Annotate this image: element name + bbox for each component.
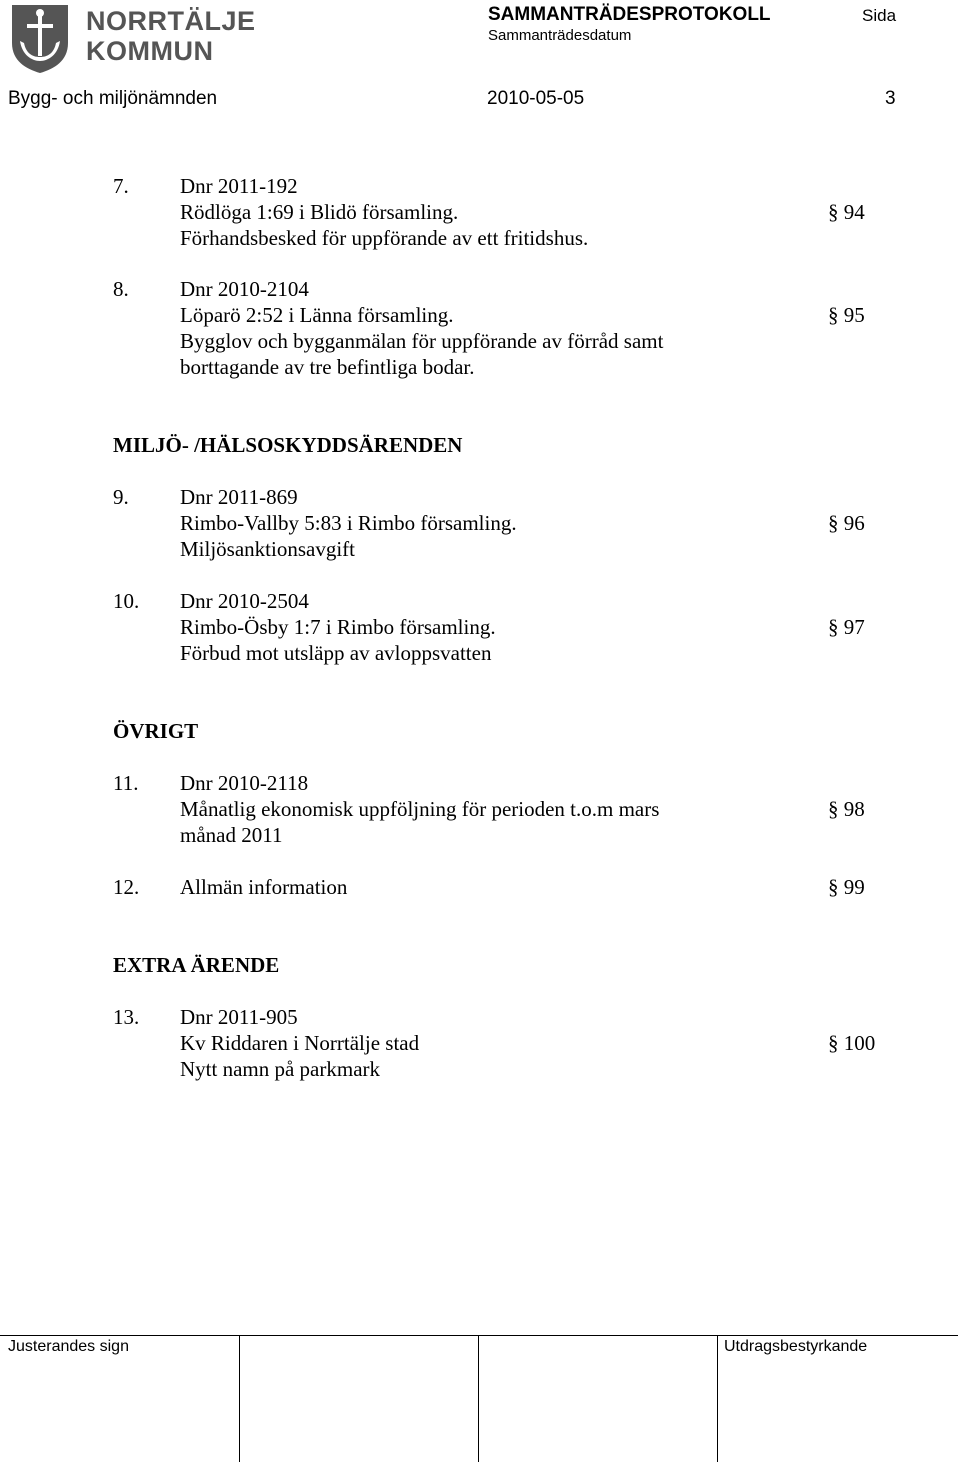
date-label: Sammanträdesdatum xyxy=(488,27,632,44)
paragraph-ref: § 96 xyxy=(828,511,865,535)
item-line: Förbud mot utsläpp av avloppsvatten xyxy=(180,641,492,665)
section-heading-extra: EXTRA ÄRENDE xyxy=(113,953,280,977)
footer-divider xyxy=(717,1335,718,1462)
sida-label: Sida xyxy=(862,6,897,25)
committee-name: Bygg- och miljönämnden xyxy=(8,88,218,109)
footer-divider xyxy=(239,1335,240,1462)
item-line: Förhandsbesked för uppförande av ett fritidshus. xyxy=(180,226,589,250)
item-line: Nytt namn på parkmark xyxy=(180,1057,381,1081)
page-number: 3 xyxy=(885,88,896,109)
item-line: Löparö 2:52 i Länna församling. xyxy=(180,303,454,327)
item-line: Rimbo-Ösby 1:7 i Rimbo församling. xyxy=(180,615,496,639)
footer-justerandes-sign: Justerandes sign xyxy=(8,1338,129,1355)
paragraph-ref: § 94 xyxy=(828,200,865,224)
municipality-coat-of-arms-icon xyxy=(10,3,70,75)
logo-text-kommun: KOMMUN xyxy=(86,36,214,66)
item-line: Månatlig ekonomisk uppföljning för perioden t.o.m mars xyxy=(180,797,660,821)
item-number: 13. xyxy=(113,1005,140,1029)
item-dnr: Dnr 2010-2504 xyxy=(180,589,309,613)
item-line: Miljösanktionsavgift xyxy=(180,537,355,561)
section-heading-miljo: MILJÖ- /HÄLSOSKYDDSÄRENDEN xyxy=(113,433,463,457)
item-line: månad 2011 xyxy=(180,823,283,847)
item-number: 7. xyxy=(113,174,129,198)
item-line: Rödlöga 1:69 i Blidö församling. xyxy=(180,200,459,224)
item-line: Rimbo-Vallby 5:83 i Rimbo församling. xyxy=(180,511,517,535)
item-dnr: Dnr 2010-2104 xyxy=(180,277,309,301)
item-number: 11. xyxy=(113,771,139,795)
item-dnr: Dnr 2011-905 xyxy=(180,1005,298,1029)
item-dnr: Dnr 2011-192 xyxy=(180,174,298,198)
footer-rule xyxy=(0,1335,958,1336)
item-line: Bygglov och bygganmälan för uppförande av förråd samt xyxy=(180,329,664,353)
paragraph-ref: § 100 xyxy=(828,1031,876,1055)
logo-text-norrtalje: NORRTÄLJE xyxy=(86,6,256,36)
item-number: 9. xyxy=(113,485,129,509)
item-line: Kv Riddaren i Norrtälje stad xyxy=(180,1031,420,1055)
paragraph-ref: § 95 xyxy=(828,303,865,327)
document-title: SAMMANTRÄDESPROTOKOLL xyxy=(488,4,771,25)
paragraph-ref: § 99 xyxy=(828,875,865,899)
item-number: 8. xyxy=(113,277,129,301)
item-dnr: Dnr 2010-2118 xyxy=(180,771,309,795)
item-line: borttagande av tre befintliga bodar. xyxy=(180,355,475,379)
item-line: Allmän information xyxy=(180,875,348,899)
item-dnr: Dnr 2011-869 xyxy=(180,485,298,509)
section-heading-ovrigt: ÖVRIGT xyxy=(113,719,199,743)
footer-divider xyxy=(478,1335,479,1462)
item-number: 12. xyxy=(113,875,140,899)
footer-utdragsbestyrkande: Utdragsbestyrkande xyxy=(724,1338,868,1355)
meeting-date: 2010-05-05 xyxy=(487,88,585,109)
paragraph-ref: § 98 xyxy=(828,797,865,821)
paragraph-ref: § 97 xyxy=(828,615,865,639)
item-number: 10. xyxy=(113,589,140,613)
